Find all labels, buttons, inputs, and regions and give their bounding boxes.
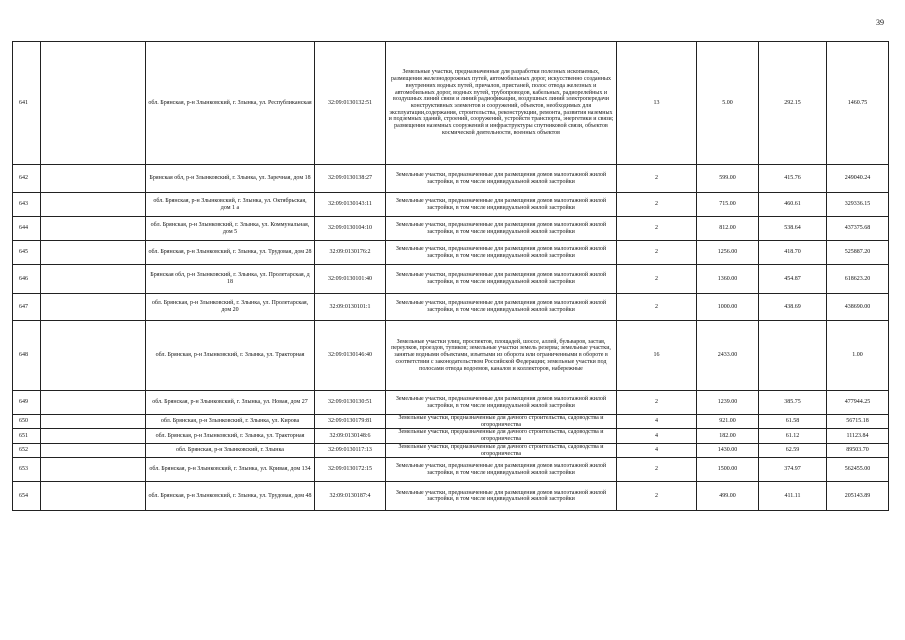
table-row <box>13 193 889 217</box>
cell-blank <box>41 265 146 294</box>
cell-area: 921.00 <box>697 415 759 429</box>
cell-area: 812.00 <box>697 217 759 241</box>
table-row <box>13 415 889 429</box>
cell-rate: 411.11 <box>759 482 827 511</box>
cell-blank <box>41 321 146 391</box>
cell-number: 646 <box>13 265 41 294</box>
cell-address: обл. Брянская, р-н Злынковский, г. Злынка, ул. Тракторная <box>146 429 315 443</box>
cell-area: 5.00 <box>697 42 759 165</box>
cell-code: 2 <box>617 294 697 321</box>
cell-address: Брянская обл, р-н Злынковский, г. Злынка, ул. Пролетарская, д 18 <box>146 265 315 294</box>
cell-blank <box>41 193 146 217</box>
cell-purpose: Земельные участки, предназначенные для размещения домов малоэтажной жилой застройки, в том числе индивидуальной жилой застройки <box>386 193 617 217</box>
cell-blank <box>41 429 146 443</box>
cell-rate: 61.58 <box>759 415 827 429</box>
cell-rate: 438.69 <box>759 294 827 321</box>
cell-blank <box>41 165 146 193</box>
cell-code: 16 <box>617 321 697 391</box>
cell-code: 2 <box>617 391 697 415</box>
cell-cadastral: 32:09:0130104:10 <box>315 217 386 241</box>
cell-purpose: Земельные участки, предназначенные для размещения домов малоэтажной жилой застройки, в том числе индивидуальной жилой застройки <box>386 391 617 415</box>
cell-blank <box>41 443 146 457</box>
cell-cadastral: 32:09:0130187:4 <box>315 482 386 511</box>
cell-value: 1.00 <box>827 321 889 391</box>
cell-purpose: Земельные участки улиц, проспектов, площадей, шоссе, аллей, бульваров, застав, переулков, проездов, тупиков; земельные участки земель резерва; земельные участки, занятые водными объектами, изъятыми из оборота или ограниченными в обороте в соответствии с законодательством Российской Федерации; земельные участки под полосами отвода водоемов, каналов и коллекторов, набережные <box>386 321 617 391</box>
page-number: 39 <box>876 18 884 27</box>
cell-number: 654 <box>13 482 41 511</box>
cell-code: 2 <box>617 193 697 217</box>
cell-number: 653 <box>13 458 41 482</box>
cell-blank <box>41 294 146 321</box>
cell-number: 647 <box>13 294 41 321</box>
table-row <box>13 321 889 391</box>
cell-number: 650 <box>13 415 41 429</box>
cell-value: 562455.00 <box>827 458 889 482</box>
land-plots-table <box>12 41 889 511</box>
table-row <box>13 217 889 241</box>
cell-code: 4 <box>617 443 697 457</box>
cell-number: 641 <box>13 42 41 165</box>
cell-address: обл. Брянская, р-н Злынковский, г. Злынка, ул. Октябрьская, дом 1 а <box>146 193 315 217</box>
cell-address: обл. Брянская, р-н Злынковский, г. Злынка <box>146 443 315 457</box>
cell-purpose: Земельные участки, предназначенные для размещения домов малоэтажной жилой застройки, в том числе индивидуальной жилой застройки <box>386 165 617 193</box>
cell-cadastral: 32:09:0130132:51 <box>315 42 386 165</box>
cell-cadastral: 32:09:0130176:2 <box>315 241 386 265</box>
cell-purpose: Земельные участки, предназначенные для размещения домов малоэтажной жилой застройки, в том числе индивидуальной жилой застройки <box>386 458 617 482</box>
cell-rate: 415.76 <box>759 165 827 193</box>
cell-number: 642 <box>13 165 41 193</box>
cell-purpose: Земельные участки, предназначенные для размещения домов малоэтажной жилой застройки, в том числе индивидуальной жилой застройки <box>386 294 617 321</box>
cell-cadastral: 32:09:0130148:6 <box>315 429 386 443</box>
cell-cadastral: 32:09:0130172:15 <box>315 458 386 482</box>
cell-rate <box>759 321 827 391</box>
cell-area: 1239.00 <box>697 391 759 415</box>
table-row <box>13 458 889 482</box>
cell-code: 2 <box>617 217 697 241</box>
cell-area: 182.00 <box>697 429 759 443</box>
cell-rate: 374.97 <box>759 458 827 482</box>
cell-value: 56715.18 <box>827 415 889 429</box>
cell-cadastral: 32:09:0130143:11 <box>315 193 386 217</box>
cell-blank <box>41 217 146 241</box>
table-row <box>13 429 889 443</box>
cell-rate: 454.87 <box>759 265 827 294</box>
cell-value: 11123.84 <box>827 429 889 443</box>
table-row <box>13 42 889 165</box>
cell-value: 438690.00 <box>827 294 889 321</box>
cell-number: 648 <box>13 321 41 391</box>
cell-area: 599.00 <box>697 165 759 193</box>
cell-code: 4 <box>617 415 697 429</box>
cell-value: 1460.75 <box>827 42 889 165</box>
cell-purpose: Земельные участки, предназначенные для разработки полезных ископаемых, размещения железнодорожных путей, автомобильных дорог, искусственно созданных внутренних водных путей, причалов, пристаней, полос отвода железных и автомобильных дорог, водных путей, трубопроводов, кабельных, радиорелейных и воздушных линий связи и линий радиофикации, воздушных линий электропередачи конструктивных элементов и сооружений, объектов, необходимых для эксплуатации,содержания, строительства, реконструкции, ремонта, развития наземных и подземных зданий, строений, сооружений, устройств транспорта, энергетики и связи; размещения наземных сооружений и инфраструктуры спутниковой связи, объектов космической деятельности, военных объектов <box>386 42 617 165</box>
cell-area: 715.00 <box>697 193 759 217</box>
cell-number: 645 <box>13 241 41 265</box>
cell-purpose: Земельные участки, предназначенные для размещения домов малоэтажной жилой застройки, в том числе индивидуальной жилой застройки <box>386 217 617 241</box>
cell-code: 2 <box>617 265 697 294</box>
table-row <box>13 294 889 321</box>
table-body <box>13 42 889 511</box>
cell-address: обл. Брянская, р-н Злынковский, г. Злынка, ул. Кривая, дом 134 <box>146 458 315 482</box>
cell-value: 89503.70 <box>827 443 889 457</box>
table-row <box>13 241 889 265</box>
cell-value: 249040.24 <box>827 165 889 193</box>
cell-number: 643 <box>13 193 41 217</box>
cell-rate: 418.70 <box>759 241 827 265</box>
cell-blank <box>41 458 146 482</box>
cell-address: обл. Брянская, р-н Злынковский, г. Злынка, ул. Новая, дом 27 <box>146 391 315 415</box>
cell-area: 1256.00 <box>697 241 759 265</box>
cell-area: 1360.00 <box>697 265 759 294</box>
cell-purpose: Земельные участки, предназначенные для размещения домов малоэтажной жилой застройки, в том числе индивидуальной жилой застройки <box>386 265 617 294</box>
cell-address: обл. Брянская, р-н Злынковский, г. Злынка, ул. Коммунальная, дом 5 <box>146 217 315 241</box>
cell-address: обл. Брянская, р-н Злынковский, г. Злынка, ул. Пролетарская, дом 20 <box>146 294 315 321</box>
table-row <box>13 265 889 294</box>
table-row <box>13 391 889 415</box>
cell-cadastral: 32:09:0130179:81 <box>315 415 386 429</box>
cell-area: 1000.00 <box>697 294 759 321</box>
cell-code: 2 <box>617 458 697 482</box>
cell-address: обл. Брянская, р-н Злынковский, г. Злынка, ул. Трудовая, дом 28 <box>146 241 315 265</box>
cell-address: обл. Брянская, р-н Злынковский, г. Злынка, ул. Трудовая, дом 48 <box>146 482 315 511</box>
cell-blank <box>41 241 146 265</box>
cell-rate: 385.75 <box>759 391 827 415</box>
cell-cadastral: 32:09:0130117:13 <box>315 443 386 457</box>
cell-blank <box>41 42 146 165</box>
cell-blank <box>41 391 146 415</box>
cell-rate: 62.59 <box>759 443 827 457</box>
cell-cadastral: 32:09:0130130:51 <box>315 391 386 415</box>
cell-rate: 61.12 <box>759 429 827 443</box>
cell-code: 2 <box>617 482 697 511</box>
cell-address: обл. Брянская, р-н Злынковский, г. Злынка, ул. Тракторная <box>146 321 315 391</box>
cell-number: 652 <box>13 443 41 457</box>
cell-blank <box>41 415 146 429</box>
cell-code: 4 <box>617 429 697 443</box>
cell-address: обл. Брянская, р-н Злынковский, г. Злынка, ул. Республиканская <box>146 42 315 165</box>
cell-area: 1430.00 <box>697 443 759 457</box>
cell-rate: 538.64 <box>759 217 827 241</box>
cell-purpose: Земельные участки, предназначенные для дачного строительства, садоводства и огородничества <box>386 443 617 457</box>
cell-number: 649 <box>13 391 41 415</box>
cell-code: 2 <box>617 241 697 265</box>
table-row <box>13 482 889 511</box>
cell-cadastral: 32:09:0130101:40 <box>315 265 386 294</box>
cell-blank <box>41 482 146 511</box>
cell-number: 651 <box>13 429 41 443</box>
cell-purpose: Земельные участки, предназначенные для размещения домов малоэтажной жилой застройки, в том числе индивидуальной жилой застройки <box>386 241 617 265</box>
cell-value: 477944.25 <box>827 391 889 415</box>
cell-purpose: Земельные участки, предназначенные для дачного строительства, садоводства и огородничества <box>386 415 617 429</box>
cell-code: 13 <box>617 42 697 165</box>
cell-cadastral: 32:09:0130138:27 <box>315 165 386 193</box>
table-row <box>13 443 889 457</box>
table-row <box>13 165 889 193</box>
cell-rate: 460.61 <box>759 193 827 217</box>
cell-area: 1500.00 <box>697 458 759 482</box>
cell-value: 437375.68 <box>827 217 889 241</box>
cell-value: 205143.89 <box>827 482 889 511</box>
cell-area: 499.00 <box>697 482 759 511</box>
cell-area: 2433.00 <box>697 321 759 391</box>
cell-rate: 292.15 <box>759 42 827 165</box>
cell-number: 644 <box>13 217 41 241</box>
cell-value: 525887.20 <box>827 241 889 265</box>
cell-address: Брянская обл, р-н Злынковский, г. Злынка, ул. Заречная, дом 18 <box>146 165 315 193</box>
cell-address: обл. Брянская, р-н Злынковский, г. Злынка, ул. Кирова <box>146 415 315 429</box>
cell-purpose: Земельные участки, предназначенные для дачного строительства, садоводства и огородничества <box>386 429 617 443</box>
cell-cadastral: 32:09:0130146:40 <box>315 321 386 391</box>
cell-code: 2 <box>617 165 697 193</box>
cell-value: 329336.15 <box>827 193 889 217</box>
cell-purpose: Земельные участки, предназначенные для размещения домов малоэтажной жилой застройки, в том числе индивидуальной жилой застройки <box>386 482 617 511</box>
cell-cadastral: 32:09:0130101:1 <box>315 294 386 321</box>
cell-value: 618623.20 <box>827 265 889 294</box>
